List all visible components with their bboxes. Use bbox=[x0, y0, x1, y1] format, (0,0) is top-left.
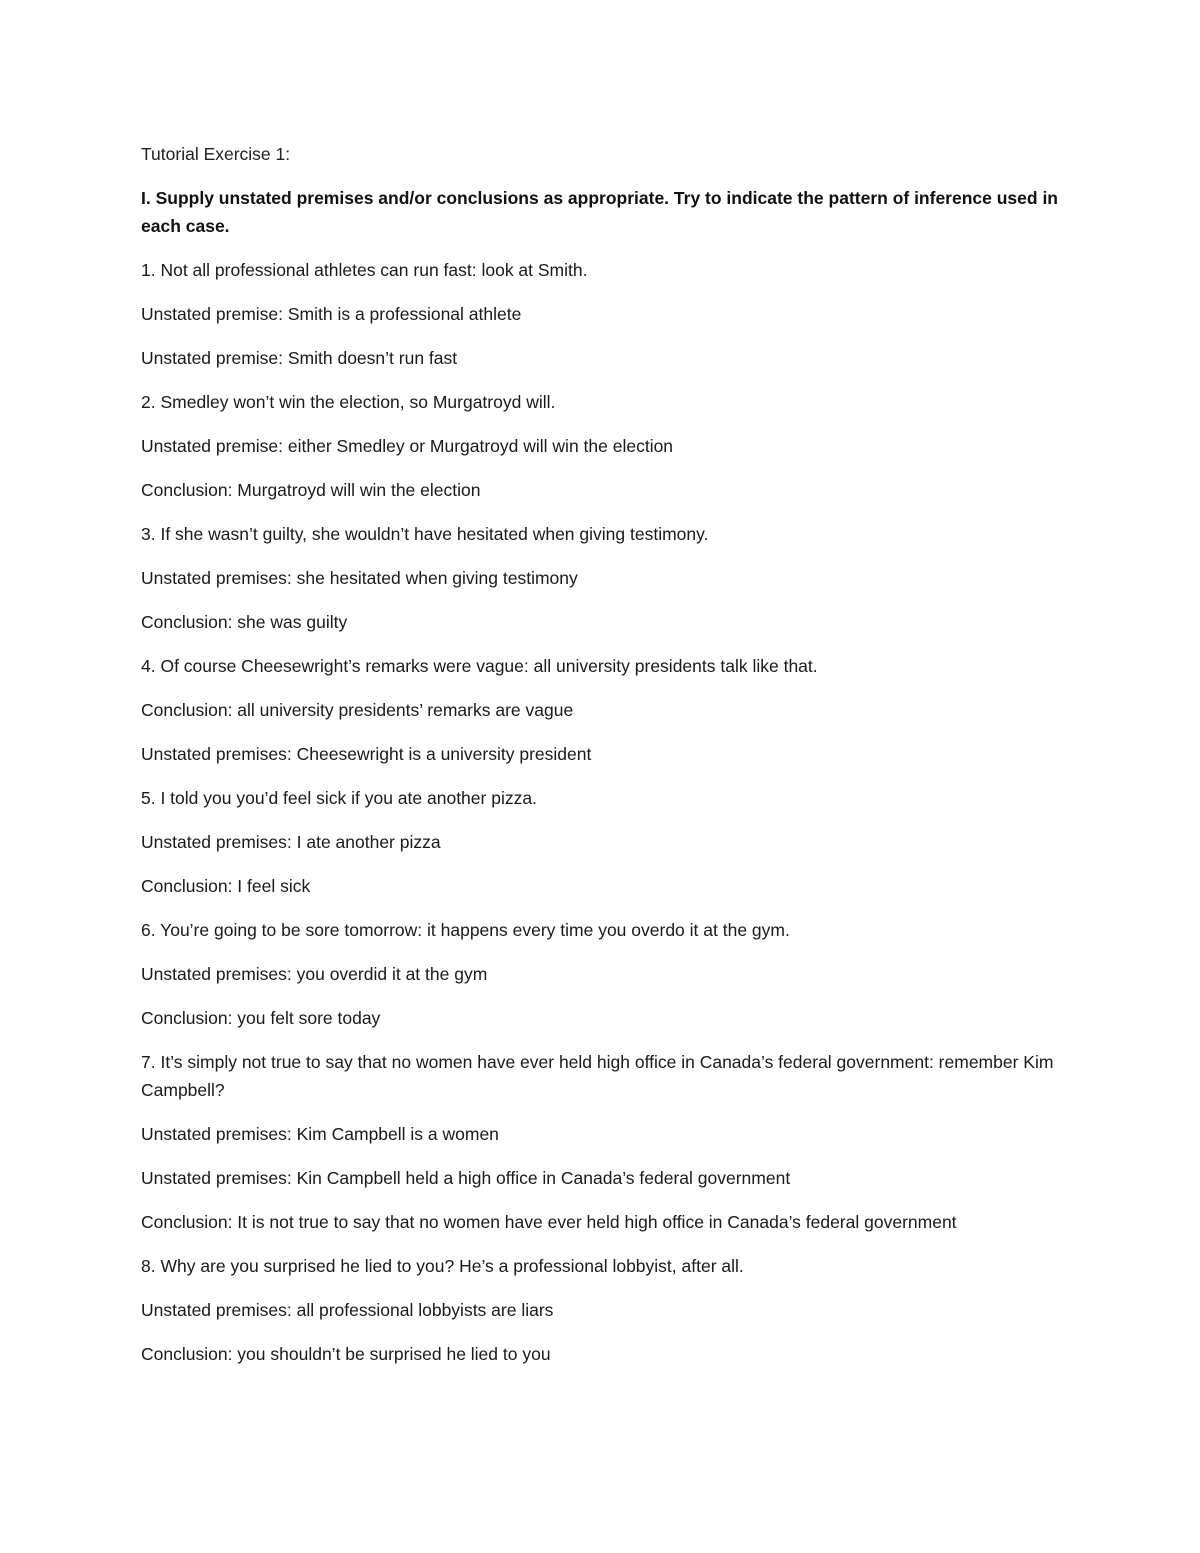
question-1: 1. Not all professional athletes can run fast: look at Smith. bbox=[141, 260, 588, 280]
answer-line: Unstated premises: Cheesewright is a university president bbox=[141, 744, 592, 764]
answer-line: Unstated premise: Smith doesn’t run fast bbox=[141, 348, 458, 368]
question-7: 7. It’s simply not true to say that no women have ever held high office in Canada’s federal government: remember Kim Campbell? bbox=[141, 1052, 1054, 1100]
answer-line: Unstated premises: she hesitated when giving testimony bbox=[141, 568, 578, 588]
answer-line: Unstated premises: all professional lobbyists are liars bbox=[141, 1300, 554, 1320]
question-4: 4. Of course Cheesewright’s remarks were vague: all university presidents talk like that. bbox=[141, 656, 818, 676]
question-8: 8. Why are you surprised he lied to you? He’s a professional lobbyist, after all. bbox=[141, 1256, 744, 1276]
answer-line: Conclusion: It is not true to say that no women have ever held high office in Canada’s federal government bbox=[141, 1212, 957, 1232]
question-3: 3. If she wasn’t guilty, she wouldn’t have hesitated when giving testimony. bbox=[141, 524, 709, 544]
answer-line: Conclusion: she was guilty bbox=[141, 612, 348, 632]
answer-line: Unstated premises: you overdid it at the gym bbox=[141, 964, 488, 984]
exercise-instructions: I. Supply unstated premises and/or conclusions as appropriate. Try to indicate the pattern of inference used in each case. bbox=[141, 188, 1058, 236]
question-5: 5. I told you you’d feel sick if you ate another pizza. bbox=[141, 788, 537, 808]
answer-line: Unstated premises: Kin Campbell held a high office in Canada’s federal government bbox=[141, 1168, 791, 1188]
answer-line: Conclusion: all university presidents’ remarks are vague bbox=[141, 700, 574, 720]
answer-line: Unstated premise: Smith is a professional athlete bbox=[141, 304, 522, 324]
answer-line: Unstated premise: either Smedley or Murgatroyd will win the election bbox=[141, 436, 674, 456]
question-6: 6. You’re going to be sore tomorrow: it happens every time you overdo it at the gym. bbox=[141, 920, 790, 940]
answer-line: Conclusion: I feel sick bbox=[141, 876, 311, 896]
answer-line: Unstated premises: Kim Campbell is a women bbox=[141, 1124, 499, 1144]
answer-line: Conclusion: Murgatroyd will win the election bbox=[141, 480, 481, 500]
document-title: Tutorial Exercise 1: bbox=[141, 144, 291, 164]
answer-line: Conclusion: you shouldn’t be surprised he lied to you bbox=[141, 1344, 551, 1364]
answer-line: Unstated premises: I ate another pizza bbox=[141, 832, 441, 852]
answer-line: Conclusion: you felt sore today bbox=[141, 1008, 381, 1028]
question-2: 2. Smedley won’t win the election, so Murgatroyd will. bbox=[141, 392, 556, 412]
document-page bbox=[141, 140, 1071, 1384]
